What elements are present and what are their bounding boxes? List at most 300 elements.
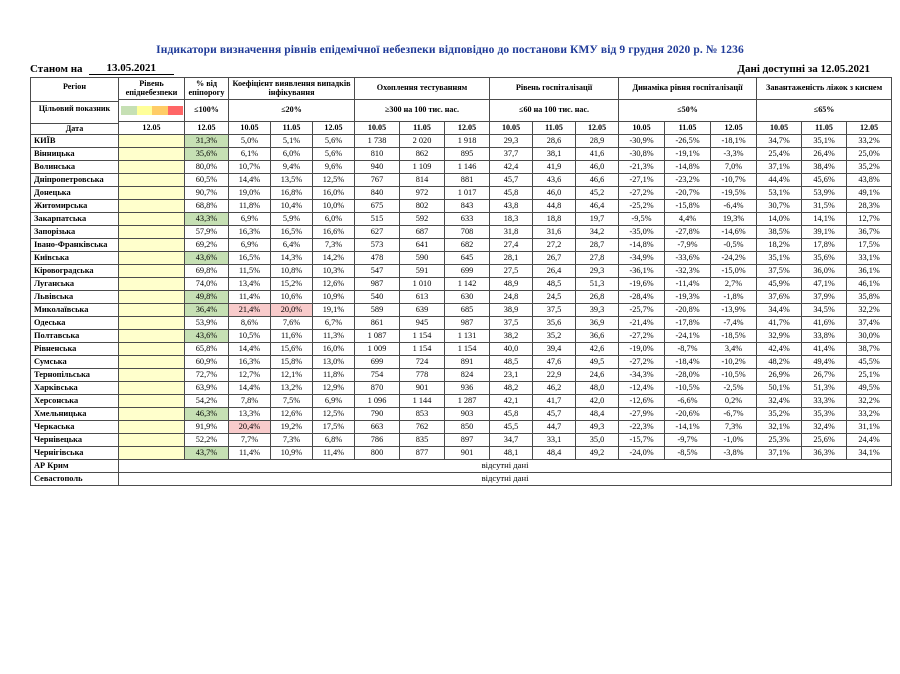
row-oxygen-bed-occupancy: 38,5% xyxy=(757,226,802,239)
row-detection-rate: 19,2% xyxy=(271,421,313,434)
row-testing-coverage: 840 xyxy=(355,187,400,200)
row-oxygen-bed-occupancy: 51,3% xyxy=(802,382,847,395)
row-hospitalization-level: 42,4 xyxy=(490,161,533,174)
row-oxygen-bed-occupancy: 32,4% xyxy=(757,395,802,408)
row-hospitalization-dynamics: -19,6% xyxy=(619,278,665,291)
row-testing-coverage: 802 xyxy=(400,200,445,213)
row-level-cell xyxy=(119,252,185,265)
date-bed-1: 10.05 xyxy=(757,122,802,135)
row-hospitalization-level: 46,0 xyxy=(533,187,576,200)
row-hospitalization-level: 44,7 xyxy=(533,421,576,434)
row-pct-threshold: 60,9% xyxy=(185,356,229,369)
target-swatch-cell xyxy=(119,100,185,122)
row-hospitalization-dynamics: -27,8% xyxy=(665,226,711,239)
row-testing-coverage: 675 xyxy=(355,200,400,213)
header-group-beds: Завантаженість ліжок з киснем xyxy=(757,78,892,100)
date-dyn-1: 10.05 xyxy=(619,122,665,135)
row-oxygen-bed-occupancy: 35,2% xyxy=(847,161,892,174)
row-region-name: Чернігівська xyxy=(31,447,119,460)
row-level-cell xyxy=(119,148,185,161)
row-oxygen-bed-occupancy: 37,1% xyxy=(757,447,802,460)
row-testing-coverage: 800 xyxy=(355,447,400,460)
row-testing-coverage: 895 xyxy=(445,148,490,161)
row-region-name: Івано-Франківська xyxy=(31,239,119,252)
row-oxygen-bed-occupancy: 25,1% xyxy=(847,369,892,382)
row-hospitalization-dynamics: -18,1% xyxy=(711,135,757,148)
row-testing-coverage: 663 xyxy=(355,421,400,434)
row-hospitalization-dynamics: -6,7% xyxy=(711,408,757,421)
row-hospitalization-dynamics: -20,7% xyxy=(665,187,711,200)
row-hospitalization-dynamics: -15,0% xyxy=(711,265,757,278)
row-hospitalization-level: 46,6 xyxy=(576,174,619,187)
row-oxygen-bed-occupancy: 45,5% xyxy=(847,356,892,369)
row-detection-rate: 7,5% xyxy=(271,395,313,408)
row-hospitalization-level: 33,1 xyxy=(533,434,576,447)
row-hospitalization-dynamics: -24,0% xyxy=(619,447,665,460)
row-hospitalization-level: 23,1 xyxy=(490,369,533,382)
row-oxygen-bed-occupancy: 12,7% xyxy=(847,213,892,226)
row-detection-rate: 14,4% xyxy=(229,174,271,187)
row-testing-coverage: 987 xyxy=(445,317,490,330)
row-hospitalization-level: 18,8 xyxy=(533,213,576,226)
row-hospitalization-dynamics: -19,1% xyxy=(665,148,711,161)
row-level-cell xyxy=(119,213,185,226)
row-oxygen-bed-occupancy: 37,4% xyxy=(847,317,892,330)
row-testing-coverage: 699 xyxy=(355,356,400,369)
row-testing-coverage: 1 146 xyxy=(445,161,490,174)
row-hospitalization-level: 44,8 xyxy=(533,200,576,213)
row-detection-rate: 12,5% xyxy=(313,408,355,421)
row-oxygen-bed-occupancy: 36,0% xyxy=(802,265,847,278)
row-detection-rate: 16,0% xyxy=(313,343,355,356)
row-region-name: Харківська xyxy=(31,382,119,395)
row-hospitalization-dynamics: -20,8% xyxy=(665,304,711,317)
row-hospitalization-dynamics: -14,6% xyxy=(711,226,757,239)
row-detection-rate: 10,5% xyxy=(229,330,271,343)
row-oxygen-bed-occupancy: 28,3% xyxy=(847,200,892,213)
row-region-name: Миколаївська xyxy=(31,304,119,317)
row-detection-rate: 10,4% xyxy=(271,200,313,213)
row-hospitalization-dynamics: -22,3% xyxy=(619,421,665,434)
row-hospitalization-dynamics: -24,1% xyxy=(665,330,711,343)
row-detection-rate: 16,3% xyxy=(229,226,271,239)
row-detection-rate: 12,5% xyxy=(313,174,355,187)
target-beds: ≤65% xyxy=(757,100,892,122)
table-row xyxy=(31,161,892,174)
row-testing-coverage: 1 154 xyxy=(400,330,445,343)
row-hospitalization-level: 47,6 xyxy=(533,356,576,369)
row-hospitalization-dynamics: -8,7% xyxy=(665,343,711,356)
row-detection-rate: 11,4% xyxy=(229,291,271,304)
row-testing-coverage: 897 xyxy=(445,434,490,447)
row-level-cell xyxy=(119,304,185,317)
row-hospitalization-level: 40,0 xyxy=(490,343,533,356)
row-hospitalization-dynamics: -34,3% xyxy=(619,369,665,382)
row-oxygen-bed-occupancy: 26,7% xyxy=(802,369,847,382)
row-hospitalization-level: 43,8 xyxy=(490,200,533,213)
row-hospitalization-dynamics: -2,5% xyxy=(711,382,757,395)
row-testing-coverage: 590 xyxy=(400,252,445,265)
row-testing-coverage: 1 017 xyxy=(445,187,490,200)
row-pct-threshold: 65,8% xyxy=(185,343,229,356)
row-oxygen-bed-occupancy: 33,1% xyxy=(847,252,892,265)
row-detection-rate: 20,0% xyxy=(271,304,313,317)
row-hospitalization-dynamics: -27,2% xyxy=(619,187,665,200)
row-detection-rate: 10,6% xyxy=(271,291,313,304)
row-oxygen-bed-occupancy: 34,1% xyxy=(847,447,892,460)
row-detection-rate: 10,0% xyxy=(313,200,355,213)
date-detection-2: 11.05 xyxy=(271,122,313,135)
row-oxygen-bed-occupancy: 34,7% xyxy=(757,135,802,148)
row-detection-rate: 19,0% xyxy=(229,187,271,200)
row-hospitalization-dynamics: -10,5% xyxy=(665,382,711,395)
row-hospitalization-dynamics: -0,5% xyxy=(711,239,757,252)
row-hospitalization-dynamics: -30,9% xyxy=(619,135,665,148)
row-region-name: Дніпропетровська xyxy=(31,174,119,187)
row-testing-coverage: 1 010 xyxy=(400,278,445,291)
row-hospitalization-level: 38,2 xyxy=(490,330,533,343)
row-region-name: Вінницька xyxy=(31,148,119,161)
header-row-targets xyxy=(31,100,892,122)
row-oxygen-bed-occupancy: 32,1% xyxy=(757,421,802,434)
row-testing-coverage: 1 087 xyxy=(355,330,400,343)
row-hospitalization-level: 27,8 xyxy=(576,252,619,265)
row-hospitalization-level: 24,6 xyxy=(576,369,619,382)
row-region-name: Сумська xyxy=(31,356,119,369)
row-detection-rate: 16,8% xyxy=(271,187,313,200)
row-detection-rate: 7,6% xyxy=(271,317,313,330)
row-hospitalization-level: 42,1 xyxy=(490,395,533,408)
row-hospitalization-level: 37,5 xyxy=(533,304,576,317)
row-detection-rate: 15,8% xyxy=(271,356,313,369)
legend-green xyxy=(121,106,137,115)
row-hospitalization-dynamics: 7,3% xyxy=(711,421,757,434)
row-level-cell xyxy=(119,187,185,200)
table-row xyxy=(31,135,892,148)
row-level-cell xyxy=(119,135,185,148)
row-detection-rate: 14,4% xyxy=(229,343,271,356)
row-hospitalization-level: 41,6 xyxy=(576,148,619,161)
row-hospitalization-level: 29,3 xyxy=(490,135,533,148)
header-group-level: Рівень епіднебезпеки xyxy=(119,78,185,100)
row-testing-coverage: 881 xyxy=(445,174,490,187)
row-hospitalization-dynamics: -21,3% xyxy=(619,161,665,174)
table-row xyxy=(31,434,892,447)
row-hospitalization-level: 38,9 xyxy=(490,304,533,317)
row-detection-rate: 14,2% xyxy=(313,252,355,265)
row-region-name: Херсонська xyxy=(31,395,119,408)
row-detection-rate: 16,5% xyxy=(271,226,313,239)
table-body xyxy=(31,135,892,486)
row-detection-rate: 10,7% xyxy=(229,161,271,174)
row-hospitalization-dynamics: -17,8% xyxy=(665,317,711,330)
row-hospitalization-level: 45,7 xyxy=(533,408,576,421)
target-testing: ≥300 на 100 тис. нас. xyxy=(355,100,490,122)
header-group-pct: % від епіпорогу xyxy=(185,78,229,100)
row-testing-coverage: 810 xyxy=(355,148,400,161)
header-group-hospitalization: Рівень госпіталізації xyxy=(490,78,619,100)
row-oxygen-bed-occupancy: 38,7% xyxy=(847,343,892,356)
no-data-text: відсутні дані xyxy=(119,473,892,486)
row-hospitalization-level: 48,2 xyxy=(490,382,533,395)
row-hospitalization-dynamics: -19,0% xyxy=(619,343,665,356)
row-testing-coverage: 891 xyxy=(445,356,490,369)
row-detection-rate: 11,6% xyxy=(271,330,313,343)
row-region-name: Чернівецька xyxy=(31,434,119,447)
row-oxygen-bed-occupancy: 49,4% xyxy=(802,356,847,369)
row-detection-rate: 10,9% xyxy=(271,447,313,460)
row-detection-rate: 12,9% xyxy=(313,382,355,395)
row-testing-coverage: 633 xyxy=(445,213,490,226)
row-region-name: Львівська xyxy=(31,291,119,304)
target-dynamics: ≤50% xyxy=(619,100,757,122)
table-row xyxy=(31,239,892,252)
row-region-name: Луганська xyxy=(31,278,119,291)
row-testing-coverage: 685 xyxy=(445,304,490,317)
row-hospitalization-dynamics: -8,5% xyxy=(665,447,711,460)
row-detection-rate: 5,9% xyxy=(271,213,313,226)
row-pct-threshold: 36,4% xyxy=(185,304,229,317)
row-oxygen-bed-occupancy: 37,5% xyxy=(757,265,802,278)
row-hospitalization-dynamics: -1,8% xyxy=(711,291,757,304)
row-hospitalization-level: 39,4 xyxy=(533,343,576,356)
row-hospitalization-dynamics: -18,5% xyxy=(711,330,757,343)
row-detection-rate: 20,4% xyxy=(229,421,271,434)
row-hospitalization-dynamics: -36,1% xyxy=(619,265,665,278)
row-hospitalization-dynamics: -32,3% xyxy=(665,265,711,278)
row-region-name: Одеська xyxy=(31,317,119,330)
row-detection-rate: 10,3% xyxy=(313,265,355,278)
row-testing-coverage: 754 xyxy=(355,369,400,382)
row-level-cell xyxy=(119,343,185,356)
row-detection-rate: 6,4% xyxy=(271,239,313,252)
row-hospitalization-dynamics: -33,6% xyxy=(665,252,711,265)
row-level-cell xyxy=(119,239,185,252)
row-hospitalization-level: 45,8 xyxy=(490,187,533,200)
row-hospitalization-level: 43,6 xyxy=(533,174,576,187)
row-oxygen-bed-occupancy: 32,9% xyxy=(757,330,802,343)
row-pct-threshold: 54,2% xyxy=(185,395,229,408)
row-hospitalization-dynamics: -19,3% xyxy=(665,291,711,304)
row-hospitalization-dynamics: -15,7% xyxy=(619,434,665,447)
row-detection-rate: 11,4% xyxy=(313,447,355,460)
row-testing-coverage: 790 xyxy=(355,408,400,421)
row-oxygen-bed-occupancy: 24,4% xyxy=(847,434,892,447)
row-oxygen-bed-occupancy: 26,9% xyxy=(757,369,802,382)
row-hospitalization-level: 27,2 xyxy=(533,239,576,252)
row-oxygen-bed-occupancy: 35,1% xyxy=(802,135,847,148)
row-hospitalization-dynamics: 4,4% xyxy=(665,213,711,226)
row-hospitalization-level: 31,8 xyxy=(490,226,533,239)
row-region-name: Київська xyxy=(31,252,119,265)
row-oxygen-bed-occupancy: 25,0% xyxy=(847,148,892,161)
row-hospitalization-dynamics: -24,2% xyxy=(711,252,757,265)
row-oxygen-bed-occupancy: 33,2% xyxy=(847,135,892,148)
target-pct: ≤100% xyxy=(185,100,229,122)
row-oxygen-bed-occupancy: 39,1% xyxy=(802,226,847,239)
subheader xyxy=(30,62,870,75)
row-testing-coverage: 630 xyxy=(445,291,490,304)
row-detection-rate: 6,9% xyxy=(229,239,271,252)
row-oxygen-bed-occupancy: 33,3% xyxy=(802,395,847,408)
row-pct-threshold: 52,2% xyxy=(185,434,229,447)
row-hospitalization-dynamics: -7,9% xyxy=(665,239,711,252)
row-testing-coverage: 591 xyxy=(400,265,445,278)
row-hospitalization-level: 34,7 xyxy=(490,434,533,447)
row-pct-threshold: 43,6% xyxy=(185,330,229,343)
table-row xyxy=(31,200,892,213)
row-testing-coverage: 972 xyxy=(400,187,445,200)
row-detection-rate: 6,9% xyxy=(229,213,271,226)
row-hospitalization-level: 46,4 xyxy=(576,200,619,213)
row-hospitalization-level: 49,3 xyxy=(576,421,619,434)
row-testing-coverage: 1 918 xyxy=(445,135,490,148)
table-row xyxy=(31,252,892,265)
date-dyn-2: 11.05 xyxy=(665,122,711,135)
row-hospitalization-level: 28,9 xyxy=(576,135,619,148)
row-pct-threshold: 80,0% xyxy=(185,161,229,174)
row-oxygen-bed-occupancy: 41,7% xyxy=(757,317,802,330)
row-hospitalization-dynamics: -6,4% xyxy=(711,200,757,213)
row-detection-rate: 14,3% xyxy=(271,252,313,265)
row-hospitalization-dynamics: -19,5% xyxy=(711,187,757,200)
row-hospitalization-level: 48,4 xyxy=(533,447,576,460)
row-hospitalization-level: 49,5 xyxy=(576,356,619,369)
date-detection-3: 12.05 xyxy=(313,122,355,135)
row-hospitalization-dynamics: -20,6% xyxy=(665,408,711,421)
date-hosp-3: 12.05 xyxy=(576,122,619,135)
row-region-name: Тернопільська xyxy=(31,369,119,382)
row-hospitalization-level: 35,6 xyxy=(533,317,576,330)
table-row xyxy=(31,174,892,187)
row-oxygen-bed-occupancy: 34,4% xyxy=(757,304,802,317)
row-pct-threshold: 90,7% xyxy=(185,187,229,200)
row-hospitalization-dynamics: -27,1% xyxy=(619,174,665,187)
table-row-no-data xyxy=(31,473,892,486)
row-region-name: АР Крим xyxy=(31,460,119,473)
row-detection-rate: 13,3% xyxy=(229,408,271,421)
row-testing-coverage: 1 009 xyxy=(355,343,400,356)
row-detection-rate: 21,4% xyxy=(229,304,271,317)
row-testing-coverage: 903 xyxy=(445,408,490,421)
row-testing-coverage: 682 xyxy=(445,239,490,252)
row-detection-rate: 10,9% xyxy=(313,291,355,304)
row-hospitalization-level: 24,5 xyxy=(533,291,576,304)
row-pct-threshold: 68,8% xyxy=(185,200,229,213)
row-testing-coverage: 814 xyxy=(400,174,445,187)
row-detection-rate: 13,4% xyxy=(229,278,271,291)
row-hospitalization-level: 36,9 xyxy=(576,317,619,330)
row-detection-rate: 8,6% xyxy=(229,317,271,330)
row-testing-coverage: 835 xyxy=(400,434,445,447)
row-testing-coverage: 724 xyxy=(400,356,445,369)
row-hospitalization-level: 28,6 xyxy=(533,135,576,148)
row-detection-rate: 14,4% xyxy=(229,382,271,395)
row-hospitalization-dynamics: 3,4% xyxy=(711,343,757,356)
row-detection-rate: 9,6% xyxy=(313,161,355,174)
row-testing-coverage: 627 xyxy=(355,226,400,239)
row-detection-rate: 7,3% xyxy=(313,239,355,252)
row-detection-rate: 16,0% xyxy=(313,187,355,200)
row-hospitalization-level: 42,6 xyxy=(576,343,619,356)
row-hospitalization-level: 31,6 xyxy=(533,226,576,239)
table-row xyxy=(31,447,892,460)
row-testing-coverage: 861 xyxy=(355,317,400,330)
row-detection-rate: 7,7% xyxy=(229,434,271,447)
row-testing-coverage: 589 xyxy=(355,304,400,317)
row-detection-rate: 13,5% xyxy=(271,174,313,187)
table-row xyxy=(31,330,892,343)
row-detection-rate: 11,5% xyxy=(229,265,271,278)
row-oxygen-bed-occupancy: 53,9% xyxy=(802,187,847,200)
level-color-legend xyxy=(121,106,183,115)
row-detection-rate: 6,0% xyxy=(271,148,313,161)
row-detection-rate: 5,1% xyxy=(271,135,313,148)
row-testing-coverage: 843 xyxy=(445,200,490,213)
row-hospitalization-level: 38,1 xyxy=(533,148,576,161)
row-level-cell xyxy=(119,278,185,291)
row-detection-rate: 15,2% xyxy=(271,278,313,291)
row-hospitalization-dynamics: -34,9% xyxy=(619,252,665,265)
row-oxygen-bed-occupancy: 25,3% xyxy=(757,434,802,447)
document-page xyxy=(0,44,900,674)
no-data-text: відсутні дані xyxy=(119,460,892,473)
row-detection-rate: 6,1% xyxy=(229,148,271,161)
row-oxygen-bed-occupancy: 34,5% xyxy=(802,304,847,317)
row-pct-threshold: 74,0% xyxy=(185,278,229,291)
table-row xyxy=(31,421,892,434)
row-oxygen-bed-occupancy: 31,1% xyxy=(847,421,892,434)
row-testing-coverage: 824 xyxy=(445,369,490,382)
table-row xyxy=(31,343,892,356)
row-pct-threshold: 57,9% xyxy=(185,226,229,239)
date-testing-1: 10.05 xyxy=(355,122,400,135)
table-row xyxy=(31,265,892,278)
row-hospitalization-level: 28,7 xyxy=(576,239,619,252)
row-testing-coverage: 762 xyxy=(400,421,445,434)
data-available-label: Дані доступні за 12.05.2021 xyxy=(737,63,870,75)
row-testing-coverage: 1 287 xyxy=(445,395,490,408)
row-oxygen-bed-occupancy: 17,8% xyxy=(802,239,847,252)
row-level-cell xyxy=(119,408,185,421)
header-group-testing: Охоплення тестуванням xyxy=(355,78,490,100)
row-testing-coverage: 1 096 xyxy=(355,395,400,408)
row-hospitalization-level: 37,5 xyxy=(490,317,533,330)
row-level-cell xyxy=(119,434,185,447)
row-oxygen-bed-occupancy: 17,5% xyxy=(847,239,892,252)
row-hospitalization-level: 27,5 xyxy=(490,265,533,278)
row-hospitalization-dynamics: -3,3% xyxy=(711,148,757,161)
row-pct-threshold: 69,8% xyxy=(185,265,229,278)
row-testing-coverage: 945 xyxy=(400,317,445,330)
row-hospitalization-level: 45,8 xyxy=(490,408,533,421)
legend-yellow xyxy=(137,106,153,115)
row-detection-rate: 6,0% xyxy=(313,213,355,226)
row-detection-rate: 10,8% xyxy=(271,265,313,278)
row-region-name: Запорізька xyxy=(31,226,119,239)
row-detection-rate: 5,0% xyxy=(229,135,271,148)
row-hospitalization-level: 45,2 xyxy=(576,187,619,200)
row-oxygen-bed-occupancy: 45,6% xyxy=(802,174,847,187)
row-region-name: Волинська xyxy=(31,161,119,174)
row-oxygen-bed-occupancy: 48,2% xyxy=(757,356,802,369)
row-hospitalization-dynamics: -6,6% xyxy=(665,395,711,408)
row-pct-threshold: 49,8% xyxy=(185,291,229,304)
row-testing-coverage: 987 xyxy=(355,278,400,291)
row-hospitalization-level: 41,7 xyxy=(533,395,576,408)
row-oxygen-bed-occupancy: 46,1% xyxy=(847,278,892,291)
row-testing-coverage: 478 xyxy=(355,252,400,265)
